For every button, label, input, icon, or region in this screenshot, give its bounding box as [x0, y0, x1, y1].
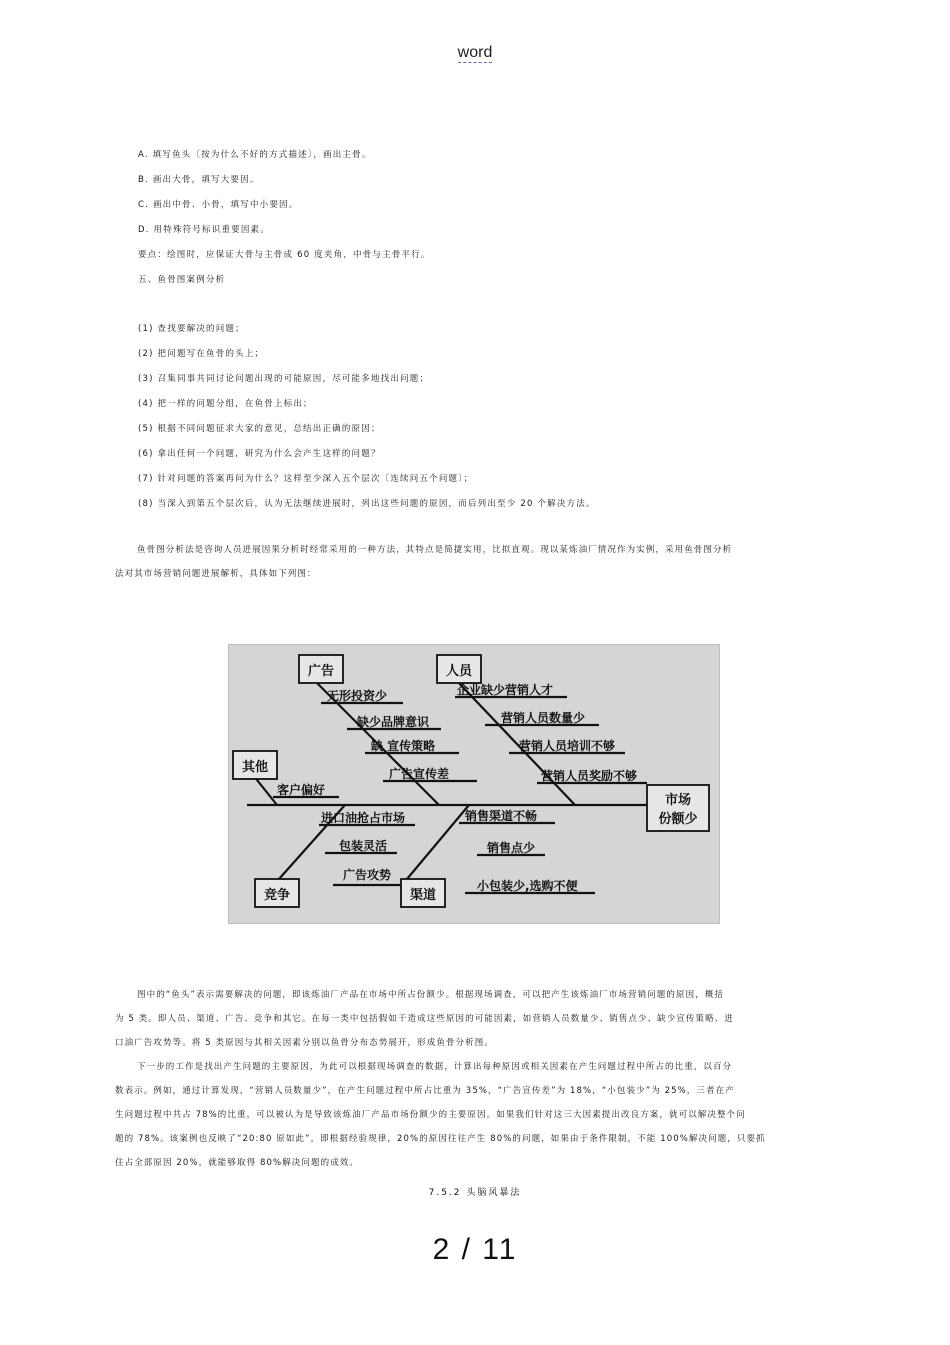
bone-channel: [407, 805, 469, 879]
step-d: D. 用特殊符号标识重要因素。: [138, 225, 270, 235]
cause-label: 营销人员数量少: [501, 711, 586, 725]
intro-paragraph: [115, 538, 835, 586]
category-ad: 广告: [307, 664, 335, 679]
category-channel: 渠道: [409, 888, 437, 903]
procedure-item: (7) 针对问题的答案再问为什么？这样至少深入五个层次〔连续问五个问题〕；: [138, 474, 474, 484]
cause-label: 小包装少,选购不便: [477, 879, 578, 893]
cause-label: 包装灵活: [339, 839, 388, 853]
procedure-item: (2) 把问题写在鱼骨的头上；: [138, 349, 265, 359]
analysis-line: 下一步的工作是找出产生问题的主要原因，为此可以根据现场调查的数据，计算出每种原因或相关因素在产生问题过程中所占的比重，以百分: [137, 1062, 733, 1072]
page-number: 2 / 11: [432, 1233, 518, 1266]
analysis-line: 口油广告攻势等。将 5 类原因与其相关因素分别以鱼骨分布态势展开，形成鱼骨分析图。: [115, 1038, 494, 1048]
cause-label: 进口油抢占市场: [321, 811, 406, 825]
procedure-item: (8) 当深入到第五个层次后，认为无法继续进展时，列出这些问题的原因，而后列出至少 20 个解决方法。: [138, 499, 596, 509]
intro-line: 法对其市场营销问题进展解析，具体如下列图：: [115, 569, 317, 579]
cause-label: 营销人员培训不够: [519, 739, 616, 753]
key-point: 要点：绘图时，应保证大骨与主骨成 60 度夹角，中骨与主骨平行。: [138, 250, 431, 260]
fish-head-line2: 份额少: [658, 812, 698, 827]
cause-label: 无形投资少: [327, 689, 388, 703]
section-title: 五、鱼骨图案例分析: [138, 275, 226, 285]
analysis-line: 住占全部原因 20%，就能够取得 80%解决问题的成效。: [115, 1158, 359, 1168]
step-c: C. 画出中骨、小骨，填写中小要因。: [138, 200, 299, 210]
procedure-item: (5) 根据不同问题征求大家的意见，总结出正确的原因；: [138, 424, 381, 434]
analysis-paragraph: [115, 983, 835, 1175]
intro-line: 鱼骨图分析法是咨询人员进展因果分析时经常采用的一种方法，其特点是简捷实用，比拟直观。现以某炼油厂情况作为实例，采用鱼骨图分析: [137, 545, 733, 555]
cause-label: 销售点少: [487, 841, 536, 855]
cause-label: 企业缺少营销人才: [457, 683, 554, 697]
procedure-item: (6) 拿出任何一个问题，研究为什么会产生这样的问题？: [138, 449, 381, 459]
category-other: 其他: [241, 760, 269, 775]
cause-label: 广告宣传差: [389, 767, 450, 781]
step-b: B. 画出大骨，填写大要因。: [138, 175, 260, 185]
cause-label: 客户偏好: [277, 783, 326, 797]
cause-label: 营销人员奖励不够: [541, 769, 638, 783]
procedure-item: (4) 把一样的问题分组，在鱼骨上标出；: [138, 399, 313, 409]
section-caption: 7.5.2 头脑风暴法: [428, 1188, 522, 1198]
cause-label: 缺少品牌意识: [357, 715, 430, 729]
analysis-line: 题的 78%。该案例也反映了“20:80 原如此”，即根据经验规律，20%的原因往往产生 80%的问题，如果由于条件限制，不能 100%解决问题，只要抓: [115, 1134, 766, 1144]
category-staff: 人员: [445, 664, 473, 679]
cause-label: 广告攻势: [343, 868, 392, 882]
step-a: A. 填写鱼头〔按为什么不好的方式描述〕，画出主骨。: [138, 150, 372, 160]
cause-label: 销售渠道不畅: [465, 809, 538, 823]
fish-head-line1: 市场: [664, 793, 692, 808]
analysis-line: 生问题过程中共占 78%的比重，可以被认为是导致该炼油厂产品市场份额少的主要原因。如果我们针对这三大因素提出改良方案，就可以解决整个问: [115, 1110, 746, 1120]
document-header: [0, 44, 950, 62]
analysis-line: 图中的“鱼头”表示需要解决的问题，即该炼油厂产品在市场中所占份额少。根据现场调查，可以把产生该炼油厂市场营销问题的原因，概括: [137, 990, 725, 1000]
analysis-line: 数表示。例如，通过计算发现，“营销人员数量少”，在产生问题过程中所占比重为 35%，“广告宣传差”为 18%，“小包装少”为 25%，三者在产: [115, 1086, 735, 1096]
procedure-item: (3) 召集同事共同讨论问题出现的可能原因，尽可能多地找出问题；: [138, 374, 430, 384]
analysis-line: 为 5 类。即人员、渠道、广告、竞争和其它。在每一类中包括假如干造成这些原因的可能因素，如营销人员数量少、销售点少、缺少宣传策略、进: [115, 1014, 734, 1024]
fishbone-diagram: [228, 644, 720, 924]
header-title: word: [457, 44, 493, 61]
category-competition: 竞争: [263, 888, 291, 903]
cause-label: 缺 宣传策略: [371, 739, 436, 753]
procedure-item: (1) 查找要解决的问题；: [138, 324, 245, 334]
